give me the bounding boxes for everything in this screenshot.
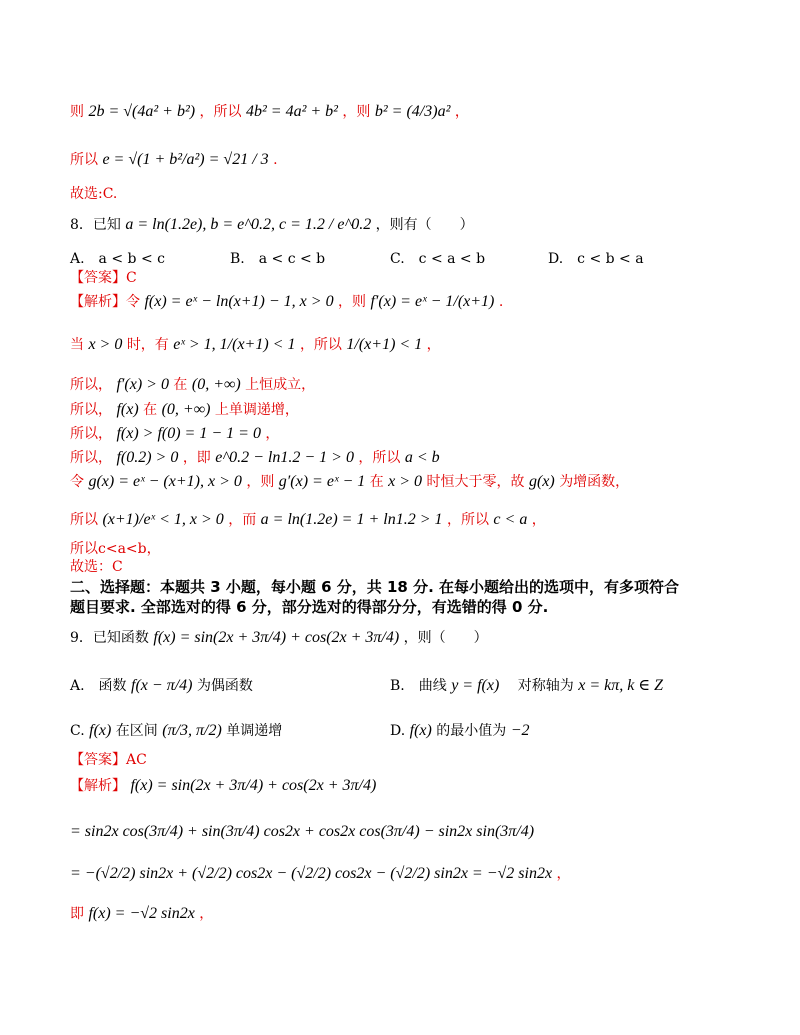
text: 所以， <box>70 402 112 418</box>
text: 当 <box>70 337 84 353</box>
formula: f(x) <box>89 722 112 739</box>
q9-solution-2 <box>70 822 534 841</box>
line-eccentricity-2 <box>70 150 278 169</box>
text: ，而 <box>228 512 257 528</box>
text: 即 <box>70 906 84 922</box>
formula: x > 0 <box>388 473 423 490</box>
formula: f(x) <box>409 722 432 739</box>
text: 【解析】令 <box>70 294 140 310</box>
text: A. 函数 <box>70 678 127 694</box>
text: ， <box>454 104 469 120</box>
q8-solution-4 <box>70 400 299 419</box>
text: 令 <box>70 474 84 490</box>
text: 8．已知 <box>70 217 121 233</box>
q8-solution-6 <box>70 448 440 467</box>
q8-solution-8 <box>70 510 546 529</box>
text: ，则（ ） <box>403 630 488 646</box>
formula: e = √(1 + b²/a²) = √21 / 3 <box>102 151 269 168</box>
q9-option-c <box>70 720 282 740</box>
formula: f(x) = −√2 sin2x <box>88 905 195 922</box>
text: ，所以 <box>358 450 401 466</box>
formula: g′(x) = eˣ − 1 <box>278 473 366 490</box>
q9-solution-1 <box>70 776 376 795</box>
text: ，所以 <box>446 512 489 528</box>
text: ， <box>265 426 280 442</box>
text: ，则 <box>342 104 371 120</box>
q8-solution-7 <box>70 472 629 491</box>
formula: f′(x) > 0 <box>116 376 169 393</box>
text: . <box>273 152 278 168</box>
text: ， <box>531 512 546 528</box>
text: ，所以 <box>199 104 242 120</box>
text: 为增函数， <box>559 474 630 490</box>
text: 上恒成立， <box>245 377 316 393</box>
formula: e^0.2 − ln1.2 − 1 > 0 <box>215 449 354 466</box>
q8-solution-2 <box>70 335 441 354</box>
formula: 1/(x+1) < 1 <box>346 336 423 353</box>
formula: f(x) <box>116 401 139 418</box>
q9-solution-4 <box>70 904 213 923</box>
formula: c < a <box>493 511 528 528</box>
q9-answer: 【答案】AC <box>70 752 147 768</box>
line-eccentricity-1 <box>70 102 469 121</box>
text: 的最小值为 <box>436 723 507 739</box>
text: 时恒大于零，故 <box>426 474 525 490</box>
formula: x > 0 <box>88 336 123 353</box>
formula: a = ln(1.2e) = 1 + ln1.2 > 1 <box>260 511 443 528</box>
formula: 4b² = 4a² + b² <box>245 103 338 120</box>
text: 则 <box>70 104 84 120</box>
text: ， <box>556 866 571 882</box>
formula: g(x) <box>528 473 555 490</box>
q8-solution-5 <box>70 424 279 443</box>
text: 在 <box>369 474 384 490</box>
formula: f(x) = eˣ − ln(x+1) − 1, x > 0 <box>144 293 334 310</box>
q9-option-a <box>70 675 253 695</box>
section-2-heading-line-2: 题目要求. 全部选对的得 6 分，部分选对的得部分分，有选错的得 0 分. <box>70 598 549 616</box>
text: 所以， <box>70 377 112 393</box>
formula: f(x − π/4) <box>131 677 193 694</box>
formula: b² = (4/3)a² <box>374 103 451 120</box>
text: 所以 <box>70 512 98 528</box>
formula: f′(x) = eˣ − 1/(x+1) <box>370 293 495 310</box>
formula: a < b <box>404 449 440 466</box>
text: 在 <box>143 402 158 418</box>
text: B. 曲线 <box>390 678 447 694</box>
text: ， <box>426 337 441 353</box>
formula: (x+1)/eˣ < 1, x > 0 <box>102 511 224 528</box>
answer-choice-line: 故选:C. <box>70 186 118 202</box>
text: 在 <box>173 377 188 393</box>
text: C. <box>70 723 85 739</box>
formula: 2b = √(4a² + b²) <box>88 103 196 120</box>
q8-option-a: A. a < b < c <box>70 251 165 267</box>
text: 对称轴为 <box>503 678 574 694</box>
text: 时，有 <box>126 337 169 353</box>
text: ， <box>199 906 214 922</box>
formula: (π/3, π/2) <box>162 722 222 739</box>
formula: eˣ > 1, 1/(x+1) < 1 <box>173 336 296 353</box>
text: ，则 <box>338 294 367 310</box>
text: ，即 <box>182 450 211 466</box>
question-9-stem <box>70 628 488 647</box>
formula: f(x) > f(0) = 1 − 1 = 0 <box>116 425 261 442</box>
formula: (0, +∞) <box>191 376 241 393</box>
formula: = sin2x cos(3π/4) + sin(3π/4) cos2x + cos2x cos(3π/4) − sin2x sin(3π/4) <box>70 823 535 840</box>
formula: y = f(x) <box>451 677 500 694</box>
q8-solution-1 <box>70 292 503 311</box>
formula: f(x) = sin(2x + 3π/4) + cos(2x + 3π/4) <box>153 629 400 646</box>
section-2-heading-line-1: 二、选择题：本题共 3 小题，每小题 6 分，共 18 分. 在每小题给出的选项中，有多项符合 <box>70 578 680 596</box>
formula: a = ln(1.2e), b = e^0.2, c = 1.2 / e^0.2 <box>125 216 372 233</box>
formula: f(0.2) > 0 <box>116 449 179 466</box>
q9-option-b <box>390 675 663 695</box>
q8-option-b: B. a < c < b <box>230 251 326 267</box>
text: 在区间 <box>115 723 158 739</box>
text: 所以， <box>70 450 112 466</box>
question-8-stem <box>70 215 474 234</box>
q9-solution-3 <box>70 864 571 883</box>
text: D. <box>390 723 406 739</box>
q8-answer: 【答案】C <box>70 270 137 286</box>
text: ，则 <box>246 474 275 490</box>
formula: g(x) = eˣ − (x+1), x > 0 <box>88 473 242 490</box>
text: 所以， <box>70 426 112 442</box>
text: ，则有（ ） <box>375 217 474 233</box>
text: 单调递增 <box>226 723 283 739</box>
formula: −2 <box>510 722 530 739</box>
q8-solution-10: 故选：C <box>70 559 123 575</box>
text: 【解析】 <box>70 778 126 794</box>
q8-solution-9: 所以c<a<b， <box>70 541 161 557</box>
q8-option-d: D. c < b < a <box>548 251 644 267</box>
formula: = −(√2/2) sin2x + (√2/2) cos2x − (√2/2) cos2x − (√2/2) sin2x = −√2 sin2x <box>70 865 553 882</box>
formula: x = kπ, k ∈ Z <box>578 677 664 694</box>
q9-option-d <box>390 720 530 740</box>
text: 为偶函数 <box>196 678 253 694</box>
text: 9．已知函数 <box>70 630 149 646</box>
formula: f(x) = sin(2x + 3π/4) + cos(2x + 3π/4) <box>130 777 377 794</box>
q8-option-c: C. c < a < b <box>390 251 486 267</box>
text: 所以 <box>70 152 98 168</box>
q8-solution-3 <box>70 375 315 394</box>
text: . <box>498 294 504 310</box>
formula: (0, +∞) <box>161 401 211 418</box>
text: ，所以 <box>299 337 342 353</box>
text: 上单调递增， <box>214 402 299 418</box>
